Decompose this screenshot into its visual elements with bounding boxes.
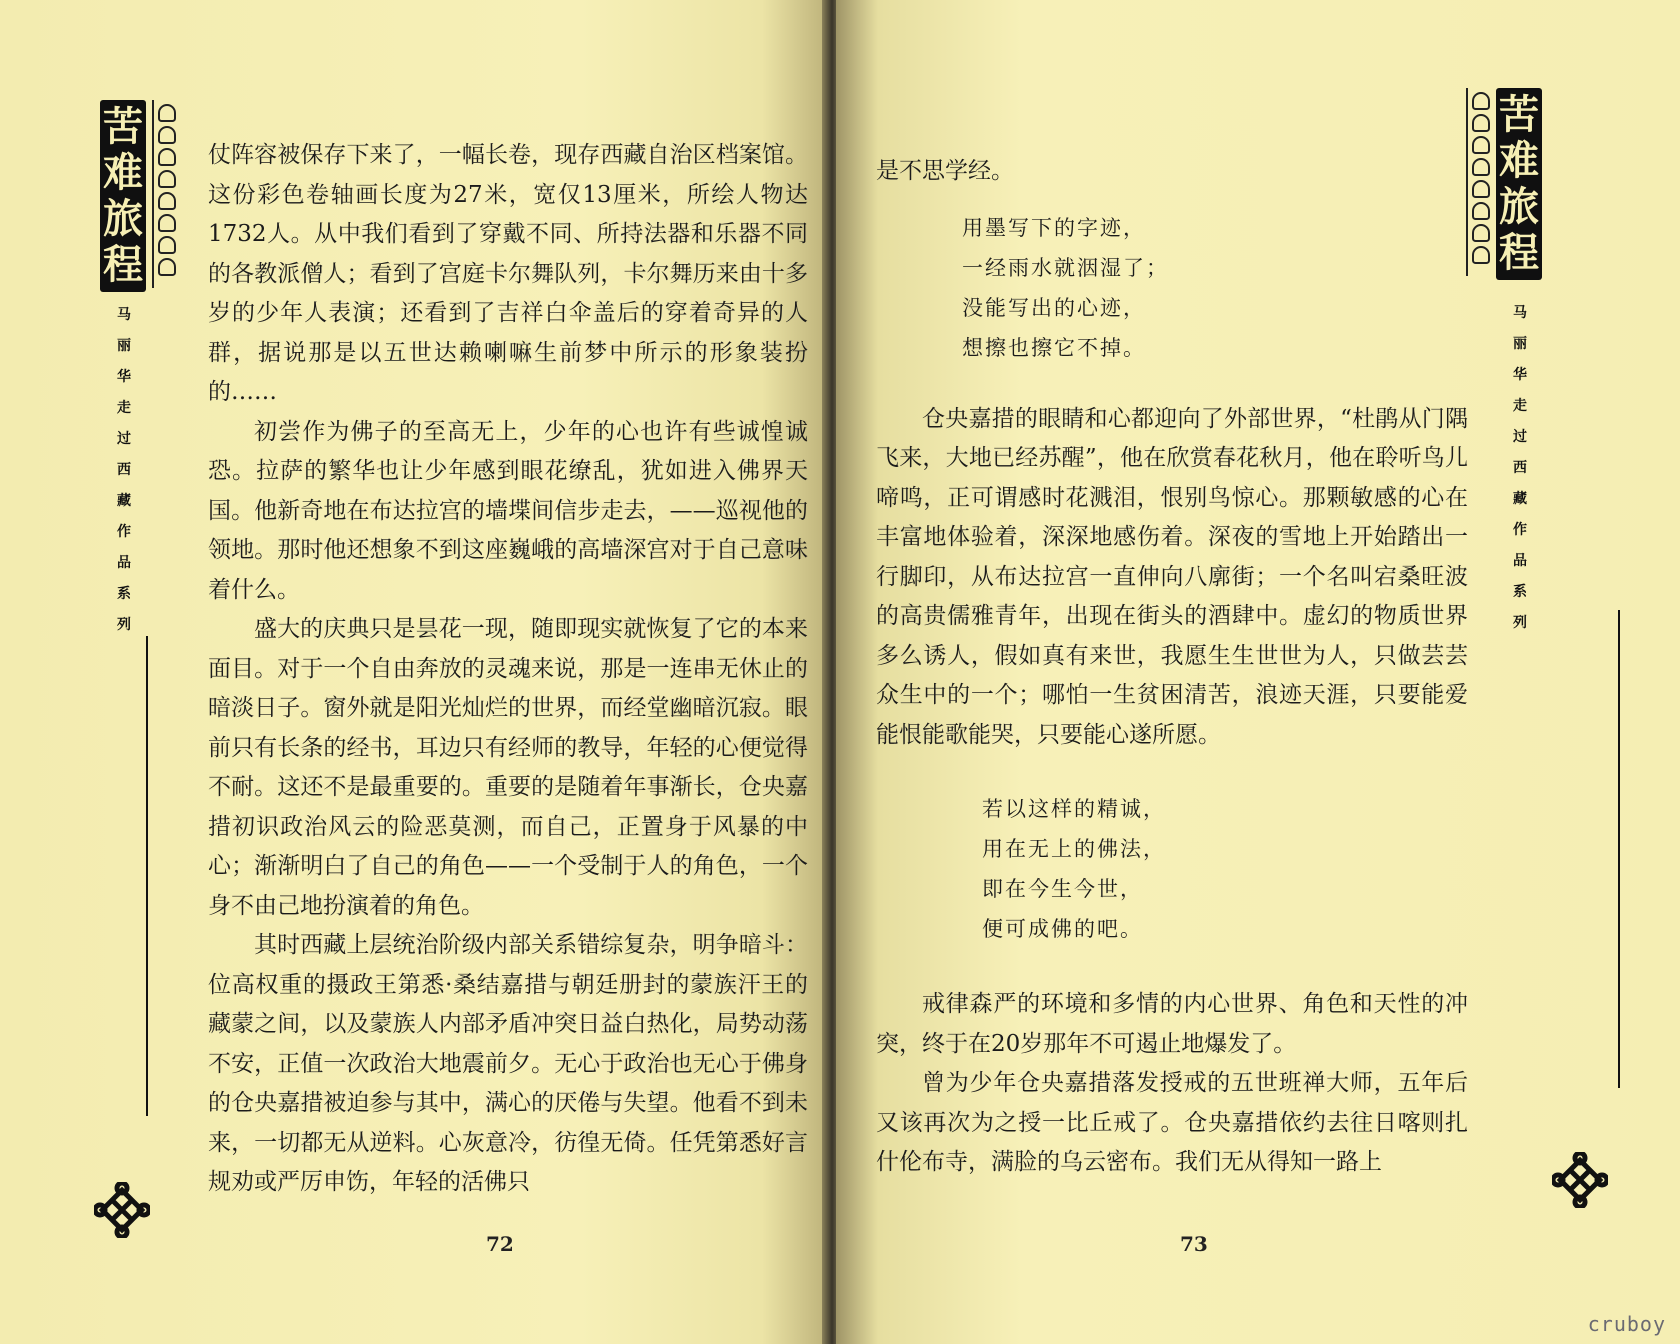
series-title: 马 丽 华 走 过 西 藏 作 品 系 列 [1513,305,1527,631]
paragraph: 初尝作为佛子的至高无上，少年的心也许有些诚惶诚恐。拉萨的繁华也让少年感到眼花缭乱，犹如进入佛界天国。他新奇地在布达拉宫的墙堞间信步走去，——巡视他的领地。那时他还想象不到这座巍峨的高墙深宫对于自己意味着什么。 [208,418,808,603]
paragraph: 其时西藏上层统治阶级内部关系错综复杂，明争暗斗：位高权重的摄政王第悉·桑结嘉措与朝廷册封的蒙族汗王的藏蒙之间，以及蒙族人内部矛盾冲突日益白热化，局势动荡不安，正值一次政治大地震前夕。无心于政治也无心于佛身的仓央嘉措被迫参与其中，满心的厌倦与失望。他看不到未来，一切都无从逆料。心灰意冷，彷徨无倚。任凭第悉好言规劝或严厉申饬，年轻的活佛只 [208,932,808,1195]
decorative-line [1618,610,1620,1088]
series-title: 马 丽 华 走 过 西 藏 作 品 系 列 [117,307,131,633]
page-number: 73 [1180,1232,1208,1256]
paragraph: 曾为少年仓央嘉措落发授戒的五世班禅大师，五年后又该再次为之授一比丘戒了。仓央嘉措依约去往日喀则扎什伦布寺，满脸的乌云密布。我们无从得知一路上 [876,1070,1468,1175]
paragraph: 戒律森严的环境和多情的内心世界、角色和天性的冲突，终于在20岁那年不可遏止地爆发了。 [876,991,1468,1057]
watermark: cruboy [1587,1312,1666,1336]
paragraph: 仗阵容被保存下来了，一幅长卷，现存西藏自治区档案馆。这份彩色卷轴画长度为27米，宽仅13厘米，所绘人物达1732人。从中我们看到了穿戴不同、所持法器和乐器不同的各教派僧人；看到了宫庭卡尔舞队列，卡尔舞历来由十多岁的少年人表演；还看到了吉祥白伞盖后的穿着奇异的人群，据说那是以五世达赖喇嘛生前梦中所示的形象装扮的…… [208,142,808,405]
paragraph: 是不思学经。 [876,158,1014,184]
decorative-line [146,636,148,1116]
left-page [0,0,828,1344]
tibetan-script-decoration [1466,88,1492,276]
poem: 用墨写下的字迹， 一经雨水就洇湿了； 没能写出的心迹， 想擦也擦它不掉。 [962,215,1169,360]
tibetan-script-decoration [152,100,178,288]
paragraph: 盛大的庆典只是昙花一现，随即现实就恢复了它的本来面目。对于一个自由奔放的灵魂来说，那是一连串无休止的暗淡日子。窗外就是阳光灿烂的世界，而经堂幽暗沉寂。眼前只有长条的经书，耳边只有经师的教导，年轻的心便觉得不耐。这还不是最重要的。重要的是随着年事渐长，仓央嘉措初识政治风云的险恶莫测，而自己，正置身于风暴的中心；渐渐明白了自己的角色——一个受制于人的角色，一个身不由己地扮演着的角色。 [208,616,808,919]
right-body-text [876,152,1468,1183]
left-body-text [208,136,808,1203]
book-logo: 苦 难 旅 程 [1496,88,1542,280]
endless-knot-icon [1552,1152,1608,1208]
page-number: 72 [486,1232,514,1256]
paragraph: 仓央嘉措的眼睛和心都迎向了外部世界，“杜鹃从门隅飞来，大地已经苏醒”，他在欣赏春花秋月，他在聆听鸟儿啼鸣，正可谓感时花溅泪，恨别鸟惊心。那颗敏感的心在丰富地体验着，深深地感伤着。深夜的雪地上开始踏出一行脚印，从布达拉宫一直伸向八廓街；一个名叫宕桑旺波的高贵儒雅青年，出现在街头的酒肆中。虚幻的物质世界多么诱人，假如真有来世，我愿生生世世为人，只做芸芸众生中的一个；哪怕一生贫困清苦，浪迹天涯，只要能爱能恨能歌能哭，只要能心遂所愿。 [876,405,1468,748]
poem: 若以这样的精诚， 用在无上的佛法， 即在今生今世， 便可成佛的吧。 [982,797,1166,941]
right-page [836,0,1680,1344]
endless-knot-icon [94,1182,150,1238]
book-logo: 苦 难 旅 程 [100,100,146,292]
